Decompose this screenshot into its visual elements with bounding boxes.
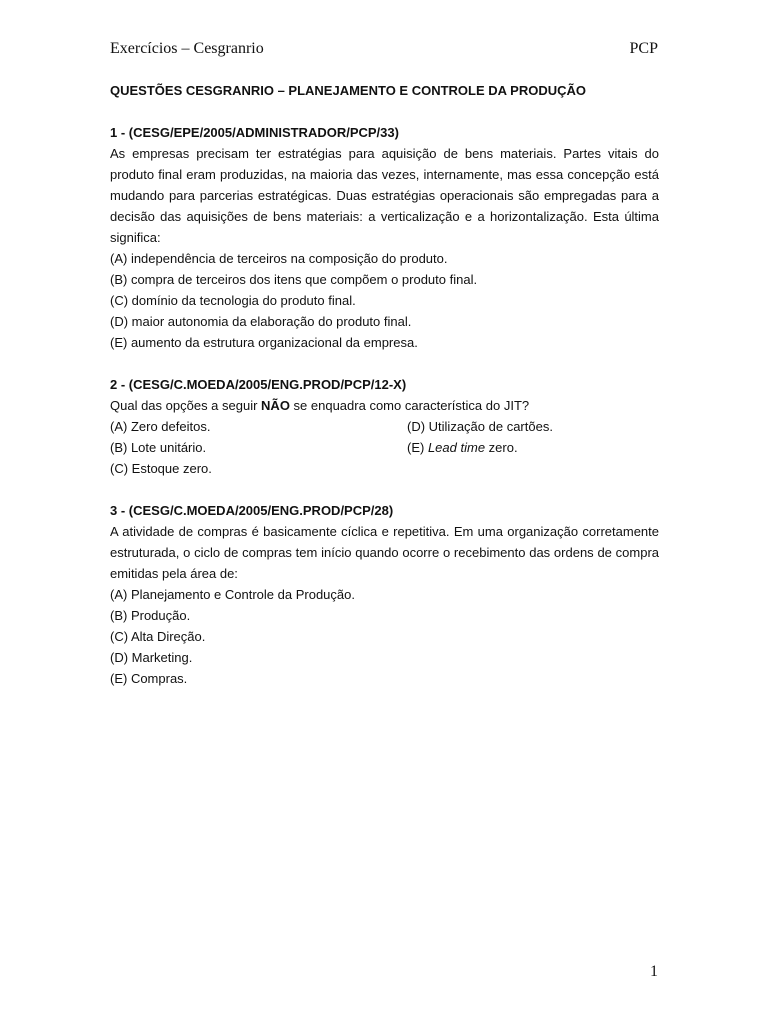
question-heading: 2 - (CESG/C.MOEDA/2005/ENG.PROD/PCP/12-X) xyxy=(110,377,407,392)
question-statement: As empresas precisam ter estratégias para aquisição de bens materiais. Partes vitais do produto final eram produzidas, na maioria das vezes, internamente, mas essa concepção está mudando para parcerias estratégicas. Duas estratégias operacionais são empregadas para a decisão das aquisições de bens materiais: a verticalização e a horizontalização. Esta última significa: xyxy=(110,146,659,245)
statement-start: Qual das opções a seguir xyxy=(110,398,262,413)
option-e-prefix: (E) xyxy=(407,440,428,455)
document-body xyxy=(110,80,659,689)
option-b: (B) compra de terceiros dos itens que compõem o produto final. xyxy=(110,272,478,287)
option-b: (B) Lote unitário. xyxy=(110,440,207,455)
options-grid xyxy=(110,416,659,479)
page-header xyxy=(110,40,658,64)
option-e: (E) aumento da estrutura organizacional da empresa. xyxy=(110,335,418,350)
statement-emphasis: NÃO xyxy=(261,398,290,413)
option-d: (D) Utilização de cartões. xyxy=(407,419,553,434)
page-number: 1 xyxy=(650,963,658,980)
statement-end: se enquadra como característica do JIT? xyxy=(289,398,530,413)
document-title: QUESTÕES CESGRANRIO – PLANEJAMENTO E CONTROLE DA PRODUÇÃO xyxy=(110,83,586,98)
header-subject: PCP xyxy=(629,40,658,57)
question-heading: 3 - (CESG/C.MOEDA/2005/ENG.PROD/PCP/28) xyxy=(110,503,394,518)
option-e: (E) Compras. xyxy=(110,671,188,686)
option-d: (D) maior autonomia da elaboração do produto final. xyxy=(110,314,412,329)
header-title: Exercícios – Cesgranrio xyxy=(110,40,264,57)
option-a: (A) Planejamento e Controle da Produção. xyxy=(110,587,355,602)
option-e-suffix: zero. xyxy=(485,440,518,455)
option-e-italic: Lead time xyxy=(427,440,486,455)
option-c: (C) Estoque zero. xyxy=(110,461,212,476)
option-c: (C) Alta Direção. xyxy=(110,629,206,644)
option-a: (A) independência de terceiros na composição do produto. xyxy=(110,251,448,266)
question-2 xyxy=(110,374,659,479)
question-heading: 1 - (CESG/EPE/2005/ADMINISTRADOR/PCP/33) xyxy=(110,125,399,140)
option-a: (A) Zero defeitos. xyxy=(110,419,211,434)
option-d: (D) Marketing. xyxy=(110,650,193,665)
option-c: (C) domínio da tecnologia do produto final. xyxy=(110,293,356,308)
option-b: (B) Produção. xyxy=(110,608,191,623)
question-1 xyxy=(110,122,659,353)
option-e xyxy=(407,437,518,458)
question-statement xyxy=(110,395,659,416)
question-3 xyxy=(110,500,659,689)
question-statement: A atividade de compras é basicamente cíclica e repetitiva. Em uma organização corretamente estruturada, o ciclo de compras tem início quando ocorre o recebimento das ordens de compra emitidas pela área de: xyxy=(110,524,659,581)
